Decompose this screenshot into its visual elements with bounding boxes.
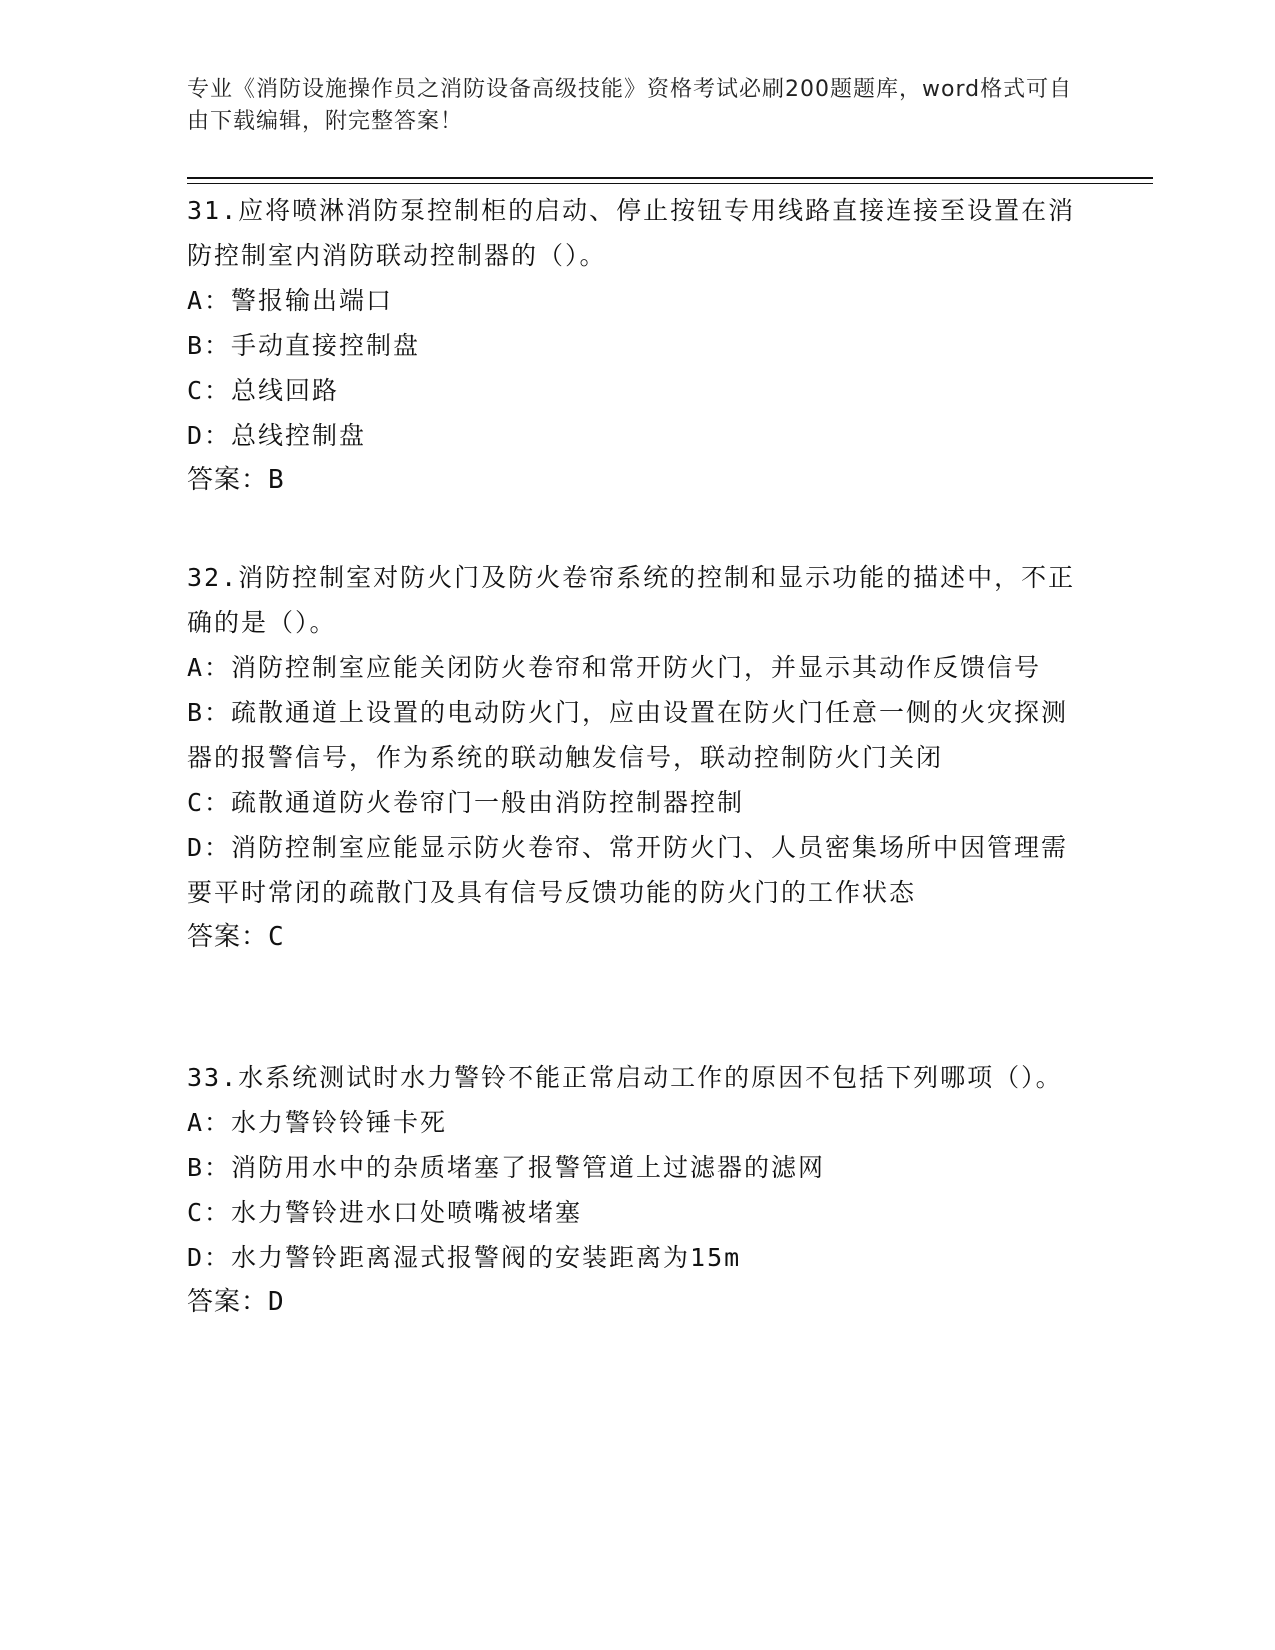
option-a: A：警报输出端口: [187, 286, 394, 315]
question-stem: 32.消防控制室对防火门及防火卷帘系统的控制和显示功能的描述中，不正确的是（）。: [187, 563, 1076, 637]
answer-line: [187, 915, 1077, 960]
option-b: B：消防用水中的杂质堵塞了报警管道上过滤器的滤网: [187, 1153, 826, 1182]
answer-value: C: [268, 922, 285, 952]
answer-line: [187, 458, 1077, 503]
answer-value: D: [268, 1287, 285, 1317]
question-stem: 33.水系统测试时水力警铃不能正常启动工作的原因不包括下列哪项（）。: [187, 1063, 1063, 1092]
option-a: A：消防控制室应能关闭防火卷帘和常开防火门，并显示其动作反馈信号: [187, 653, 1042, 682]
option-b: B：疏散通道上设置的电动防火门，应由设置在防火门任意一侧的火灾探测器的报警信号，作为系统的联动触发信号，联动控制防火门关闭: [187, 698, 1069, 772]
question-31: [187, 188, 1077, 503]
option-c: C：水力警铃进水口处喷嘴被堵塞: [187, 1198, 583, 1227]
answer-label: 答案：: [187, 922, 269, 952]
question-32: [187, 555, 1077, 960]
option-a: A：水力警铃铃锤卡死: [187, 1108, 448, 1137]
question-stem: 31.应将喷淋消防泵控制柜的启动、停止按钮专用线路直接连接至设置在消防控制室内消防联动控制器的（）。: [187, 196, 1076, 270]
option-d: D：总线控制盘: [187, 421, 367, 450]
option-b: B：手动直接控制盘: [187, 331, 421, 360]
answer-line: [187, 1280, 1077, 1325]
answer-label: 答案：: [187, 465, 269, 495]
header-divider-thin: [187, 183, 1153, 184]
option-c: C：疏散通道防火卷帘门一般由消防控制器控制: [187, 788, 745, 817]
option-c: C：总线回路: [187, 376, 340, 405]
answer-label: 答案：: [187, 1287, 269, 1317]
option-d: D：水力警铃距离湿式报警阀的安装距离为15m: [187, 1243, 742, 1272]
header-divider-thick: [187, 177, 1153, 179]
answer-value: B: [268, 465, 285, 495]
option-d: D：消防控制室应能显示防火卷帘、常开防火门、人员密集场所中因管理需要平时常闭的疏散门及具有信号反馈功能的防火门的工作状态: [187, 833, 1069, 907]
document-header: 专业《消防设施操作员之消防设备高级技能》资格考试必刷200题题库，word格式可自由下载编辑，附完整答案！: [187, 77, 1073, 134]
question-33: [187, 1055, 1077, 1325]
